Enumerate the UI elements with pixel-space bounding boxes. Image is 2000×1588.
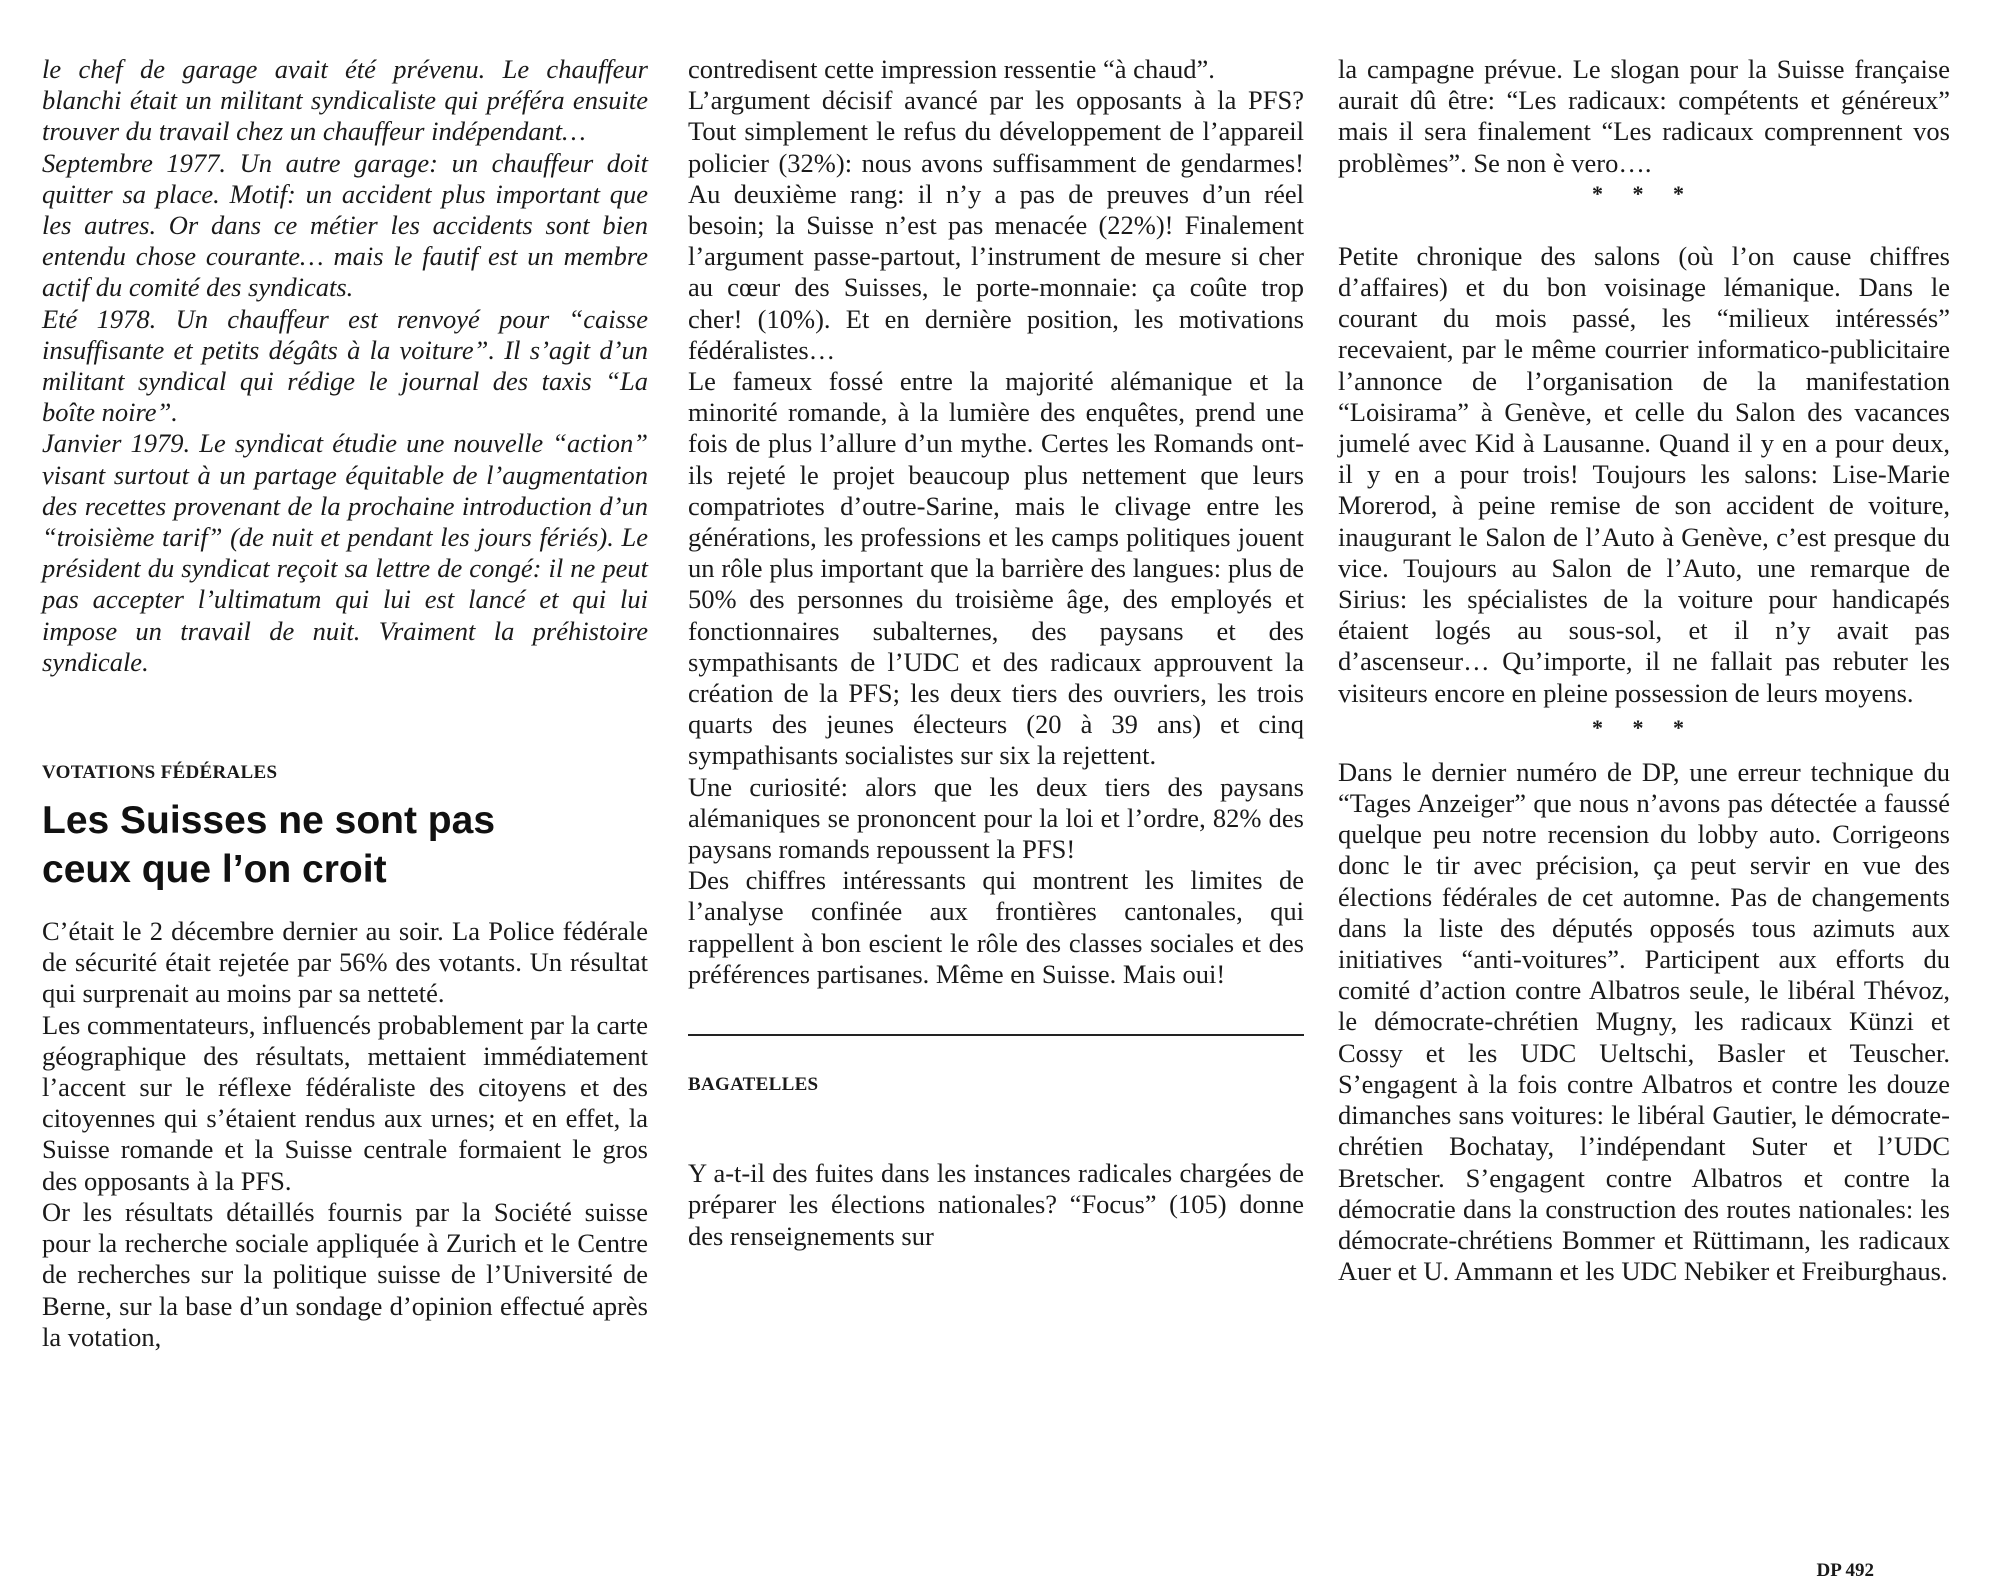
body-paragraph: Petite chronique des salons (où l’on cause chiffres d’affaires) et du bon voisinage lémanique. Dans le courant du mois passé, les “milieux intéressés” recevaient, par le même courrier informatico-publicitaire l’annonce de l’organisation de la manifestation “Loisirama” à Genève, et celle du Salon des vacances jumelé avec Kid à Lausanne. Quand il y en a pour deux, il y en a pour trois! Toujours les salons: Lise-Marie Morerod, à peine remise de son accident de voiture, inaugurant le Salon de l’Auto à Genève, c’est presque du vice. Toujours au Salon de l’Auto, une remarque de Sirius: les spécialistes de la voiture pour handicapés étaient logés au sous-sol, et il n’y avait pas d’ascenseur… Qu’importe, il ne fallait pas rebuter les visiteurs encore en pleine possession de leurs moyens.: [1338, 240, 1950, 708]
body-paragraph: L’argument décisif avancé par les opposants à la PFS? Tout simplement le refus du développement de l’appareil policier (32%): nous avons suffisamment de gendarmes! Au deuxième rang: il n’y a pas de preuves d’un réel besoin; la Suisse n’est pas menacée (22%)! Finalement l’argument passe-partout, l’instrument de mesure si cher au cœur des Suisses, le porte-monnaie: ça coûte trop cher! (10%). Et en dernière position, les motivations fédéralistes…: [688, 85, 1304, 365]
italic-paragraph: Septembre 1977. Un autre garage: un chauffeur doit quitter sa place. Motif: un accident plus important que les autres. Or dans ce métier les accidents sont bien entendu chose courante… mais le fautif est un membre actif du comité des syndicats.: [42, 147, 648, 303]
body-paragraph: C’était le 2 décembre dernier au soir. La Police fédérale de sécurité était rejetée par 56% des votants. Un résultat qui surprenait au moins par sa netteté.: [42, 916, 648, 1009]
star-separator: * * *: [1592, 714, 1696, 740]
section-kicker-bagatelles: BAGATELLES: [688, 1074, 819, 1096]
star-separator: * * *: [1592, 180, 1696, 206]
italic-paragraph: le chef de garage avait été prévenu. Le chauffeur blanchi était un militant syndicaliste qui préféra ensuite trouver du travail chez un chauffeur indépendant…: [42, 54, 648, 147]
bagatelles-paragraph: Y a-t-il des fuites dans les instances radicales chargées de préparer les élections nationales? “Focus” (105) donne des renseignements sur: [688, 1158, 1304, 1251]
headline-line-1: Les Suisses ne sont pas: [42, 799, 496, 843]
article-body: [42, 916, 648, 1353]
body-paragraph: la campagne prévue. Le slogan pour la Suisse française aurait dû être: “Les radicaux: compétents et généreux” mais il sera finalement “Les radicaux comprennent vos problèmes”. Se non è vero….: [1338, 54, 1950, 178]
article-headline: [42, 796, 648, 894]
page-label: DP 492: [1816, 1560, 1874, 1581]
body-paragraph: Les commentateurs, influencés probablement par la carte géographique des résultats, mettaient immédiatement l’accent sur le réflexe fédéraliste des citoyens et des citoyennes qui s’étaient rendus aux urnes; et en effet, la Suisse romande et la Suisse centrale formaient le gros des opposants à la PFS.: [42, 1009, 648, 1196]
headline-line-2: ceux que l’on croit: [42, 848, 387, 892]
column-2: [688, 54, 1304, 1252]
body-paragraph: Le fameux fossé entre la majorité alémanique et la minorité romande, à la lumière des enquêtes, prend une fois de plus l’allure d’un mythe. Certes les Romands ont-ils rejeté le projet beaucoup plus nettement que leurs compatriotes d’outre-Sarine, mais le clivage entre les générations, les professions et les camps politiques jouent un rôle plus important que la barrière des langues: plus de 50% des personnes du troisième âge, des employés et fonctionnaires subalternes, des paysans et des sympathisants de l’UDC et des radicaux approuvent la création de la PFS; les deux tiers des ouvriers, les trois quarts des jeunes électeurs (20 à 39 ans) et cinq sympathisants socialistes sur six la rejettent.: [688, 366, 1304, 771]
italic-paragraph: Janvier 1979. Le syndicat étudie une nouvelle “action” visant surtout à un partage équitable de l’augmentation des recettes provenant de la prochaine introduction d’un “troisième tarif” (de nuit et pendant les jours fériés). Le président du syndicat reçoit sa lettre de congé: il ne peut pas accepter l’ultimatum qui lui est lancé et qui lui impose un travail de nuit. Vraiment la préhistoire syndicale.: [42, 428, 648, 677]
body-paragraph: Des chiffres intéressants qui montrent les limites de l’analyse confinée aux frontières cantonales, qui rappellent à bon escient le rôle des classes sociales et des préférences partisanes. Même en Suisse. Mais oui!: [688, 865, 1304, 989]
body-paragraph: Or les résultats détaillés fournis par la Société suisse pour la recherche sociale appliquée à Zurich et le Centre de recherches sur la politique suisse de l’Université de Berne, sur la base d’un sondage d’opinion effectué après la votation,: [42, 1196, 648, 1352]
section-divider: [688, 1034, 1304, 1036]
body-paragraph: Une curiosité: alors que les deux tiers des paysans alémaniques se prononcent pour la loi et l’ordre, 82% des paysans romands repoussent la PFS!: [688, 771, 1304, 865]
column-1: [42, 54, 648, 1353]
body-paragraph: Dans le dernier numéro de DP, une erreur technique du “Tages Anzeiger” que nous n’avons pas détectée a faussé quelque peu notre recension du lobby auto. Corrigeons donc le tir avec précision, ça peut servir en vue des élections fédérales de cet automne. Pas de changements dans la liste des députés opposés tous azimuts aux initiatives “anti-voitures”. Participent aux efforts du comité d’action contre Albatros seule, le libéral Thévoz, le démocrate-chrétien Mugny, les radicaux Künzi et Cossy et les UDC Ueltschi, Basler et Teuscher. S’engagent à la fois contre Albatros et contre les douze dimanches sans voitures: le libéral Gautier, le démocrate-chrétien Bochatay, l’indépendant Suter et l’UDC Bretscher. S’engagent contre Albatros et contre la démocratie dans la construction des routes nationales: les démocrate-chrétiens Bommer et Rüttimann, les radicaux Auer et U. Ammann et les UDC Nebiker et Freiburghaus.: [1338, 756, 1950, 1287]
section-kicker-votations: VOTATIONS FÉDÉRALES: [42, 762, 278, 784]
column-3: [1338, 54, 1950, 1287]
body-paragraph: contredisent cette impression ressentie “à chaud”.: [688, 54, 1215, 84]
italic-paragraph: Eté 1978. Un chauffeur est renvoyé pour “caisse insuffisante et petits dégâts à la voiture”. Il s’agit d’un militant syndical qui rédige le journal des taxis “La boîte noire”.: [42, 303, 648, 428]
